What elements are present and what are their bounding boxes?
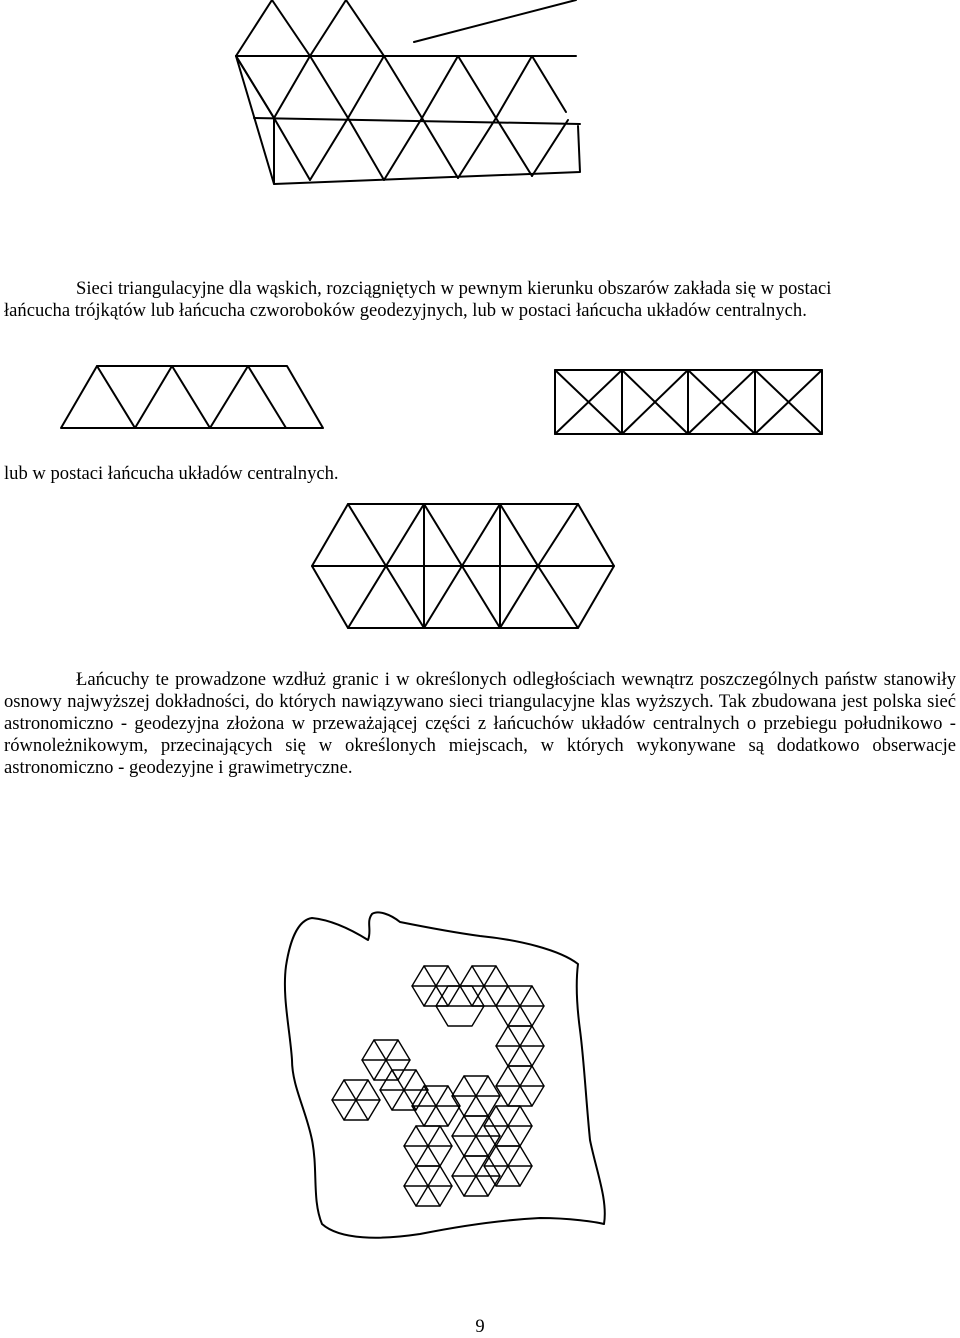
triangle-chain-figure xyxy=(61,366,323,428)
chains-paragraph: Łańcuchy te prowadzone wzdłuż granic i w określonych odległościach wewnątrz poszczególnych państw stanowiły osnowy najwyższej dokładności, do których nawiązywano sieci triangulacyjne klas wyższych. Tak zbudowana jest polska sieć astronomiczno - geodezyjna złożona w przeważającej części z łańcuchów układów centralnych o przebiegu południkowo - równoleżnikowym, przecinających się w określonych miejscach, w których wykonywane są dodatkowo obserwacje astronomiczno - geodezyjne i grawimetryczne. xyxy=(4,669,956,778)
page-number: 9 xyxy=(475,1316,485,1337)
quadrilateral-chain-figure xyxy=(555,370,822,434)
intro-line-1: Sieci triangulacyjne dla wąskich, rozciągniętych w pewnym kierunku obszarów zakłada się w postaci xyxy=(76,278,832,299)
triangulation-network-figure xyxy=(236,0,580,184)
intro-paragraph xyxy=(4,278,954,322)
central-systems-caption: lub w postaci łańcucha układów centralnych. xyxy=(4,463,339,484)
central-system-chain-figure xyxy=(312,504,614,628)
intro-line-2: łańcucha trójkątów lub łańcucha czworoboków geodezyjnych, lub w postaci łańcucha układów centralnych. xyxy=(4,300,807,321)
poland-network-map xyxy=(285,912,605,1237)
central-system-cells xyxy=(332,966,544,1206)
country-outline xyxy=(285,912,605,1237)
